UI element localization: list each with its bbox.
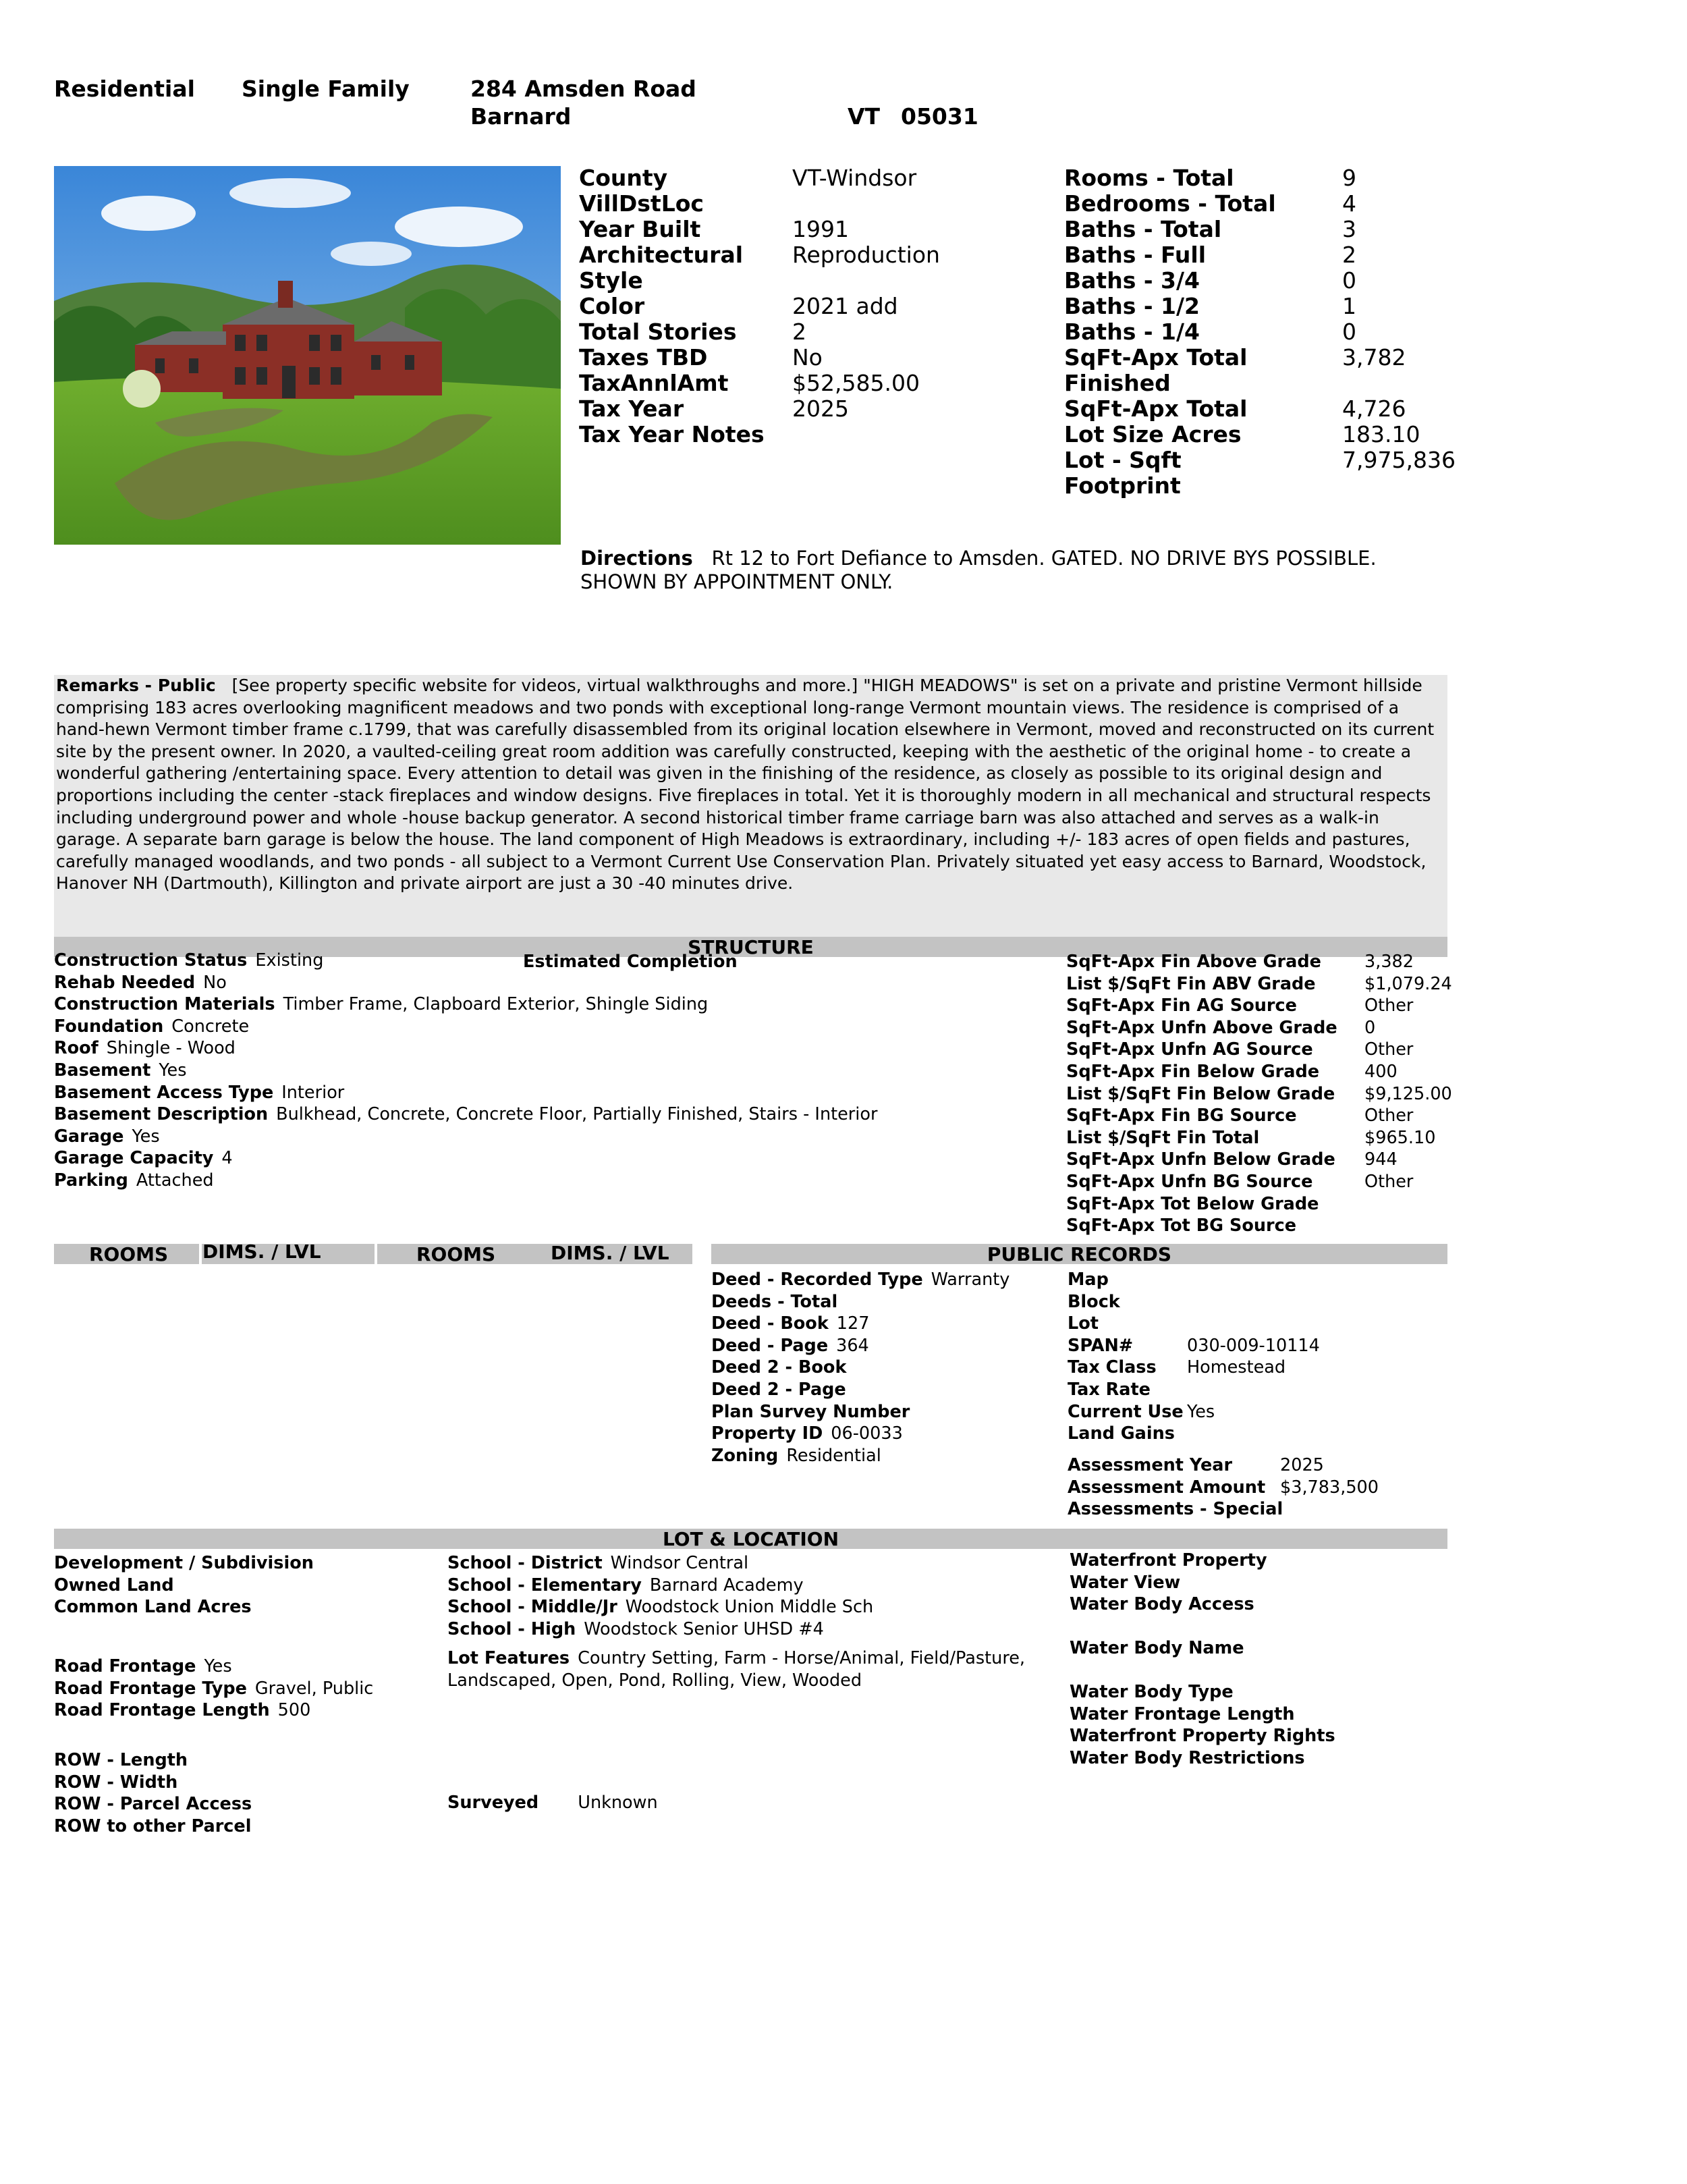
road-frontage-row	[54, 1656, 373, 1678]
row-to-other-parcel-row	[54, 1816, 260, 1838]
total-stories-label: Total Stories	[579, 319, 737, 345]
bedrooms-total-label: Bedrooms - Total	[1064, 190, 1276, 217]
color-label: Color	[579, 293, 645, 319]
common-land-acres-label: Common Land Acres	[54, 1597, 252, 1618]
sqft-apx-fin-bg-source-value: Other	[1364, 1105, 1414, 1126]
deed-recorded-type-label: Deed - Recorded Type	[711, 1270, 923, 1290]
total-stories-value: 2	[792, 319, 806, 345]
deed-2-book-row	[711, 1357, 1010, 1379]
lot-location-col1b	[54, 1656, 373, 1722]
construction-status-label: Construction Status	[54, 950, 248, 971]
baths-1-2-value: 1	[1342, 293, 1356, 319]
row-to-other-parcel-label: ROW to other Parcel	[54, 1816, 252, 1836]
school-middle-jr-row	[447, 1596, 873, 1618]
list-sqft-fin-abv-grade-label: List $/SqFt Fin ABV Grade	[1066, 973, 1316, 994]
tax-year-value: 2025	[792, 395, 849, 422]
road-frontage-type-value: Gravel, Public	[254, 1678, 374, 1699]
sqft-apx-unfn-below-grade-value: 944	[1364, 1149, 1398, 1170]
lot-size-acres-label: Lot Size Acres	[1064, 421, 1242, 447]
row-width-row	[54, 1772, 260, 1794]
road-frontage-length-row	[54, 1699, 373, 1722]
rooms-total-value: 9	[1342, 165, 1356, 191]
sqft-apx-tot-below-grade-label: SqFt-Apx Tot Below Grade	[1066, 1193, 1319, 1214]
basement-access-type-label: Basement Access Type	[54, 1082, 274, 1103]
rehab-needed-label: Rehab Needed	[54, 972, 196, 993]
lot-features-line1: Country Setting, Farm - Horse/Animal, Field/Pasture,	[578, 1648, 1026, 1668]
common-land-acres-row	[54, 1596, 322, 1618]
basement-value: Yes	[159, 1060, 187, 1081]
year-built-value: 1991	[792, 216, 849, 242]
land-gains-value	[1187, 1423, 1389, 1445]
property-id-value: 06-0033	[831, 1423, 903, 1444]
estimated-completion-label: Estimated Completion	[523, 952, 738, 972]
roof-value: Shingle - Wood	[106, 1038, 236, 1059]
lot-location-col1c	[54, 1749, 260, 1837]
rehab-needed-row	[54, 972, 877, 994]
sqft-apx-total-finished-label: SqFt-Apx Total Finished	[1064, 344, 1248, 396]
room-info-grid	[1064, 165, 1491, 499]
lot-features	[447, 1647, 1025, 1691]
foundation-row	[54, 1016, 877, 1038]
tax-year-label: Tax Year	[579, 395, 684, 422]
assessments-special-value	[1280, 1498, 1483, 1521]
owned-land-label: Owned Land	[54, 1575, 174, 1595]
block-label: Block	[1068, 1291, 1120, 1312]
remarks-text: [See property specific website for videos, virtual walkthroughs and more.] "HIGH MEADOWS" is set on a private and pristine Vermont hillside comprising 183 acres overlooking magnificent meadows and two ponds with exceptional long-range Vermont mountain views. The residence is comprised of a hand-hewn Vermont timber frame c.1799, that was carefully disassembled from its original location elsewhere in Vermont, moved and reconstructed on its current site by the present owner. In 2020, a vaulted-ceiling great room addition was carefully constructed, keeping with the aesthetic of the original home - to create a wonderful gathering /entertaining space. Every attention to detail was given in the finishing of the residence, as closely as possible to its original design and proportions including the center -stack fireplaces and window designs. Five fireplaces in total. Yet it is thoroughly modern in all mechanical and structural respects including underground power and whole -house backup generator. A second historical timber frame carriage barn was also attached and serves as a walk-in garage. A separate barn garage is below the house. The land component of High Meadows is extraordinary, including +/- 183 acres of open fields and pastures, carefully managed woodlands, and two ponds - all subject to a Vermont Current Use Conservation Plan. Privately situated yet easy access to Barnard, Woodstock, Hanover NH (Dartmouth), Killington and private airport are just a 30 -40 minutes drive.	[56, 676, 1435, 894]
remarks-label: Remarks - Public	[56, 676, 216, 695]
year-built-label: Year Built	[579, 216, 701, 242]
street-address: 284 Amsden Road	[470, 76, 696, 102]
footprint-value	[1342, 473, 1491, 499]
zoning-label: Zoning	[711, 1445, 779, 1466]
row-width-label: ROW - Width	[54, 1772, 178, 1793]
span-value: 030-009-10114	[1187, 1335, 1320, 1356]
foundation-label: Foundation	[54, 1016, 164, 1037]
school-high-row	[447, 1618, 873, 1641]
rooms-divider	[199, 1244, 202, 1264]
construction-materials-label: Construction Materials	[54, 994, 275, 1015]
water-list-b	[1070, 1637, 1244, 1660]
garage-label: Garage	[54, 1126, 124, 1147]
taxes-tbd-value: No	[792, 344, 823, 371]
city: Barnard	[470, 103, 572, 130]
basement-access-type-row	[54, 1082, 877, 1104]
tax-class-label: Tax Class	[1068, 1357, 1157, 1378]
construction-status-row	[54, 950, 877, 972]
deeds-total-row	[711, 1291, 1010, 1313]
assessment-amount-value: $3,783,500	[1280, 1477, 1379, 1498]
dims-col1: DIMS. / LVL	[202, 1240, 321, 1263]
road-frontage-value: Yes	[204, 1656, 232, 1676]
school-middle-jr-value: Woodstock Union Middle Sch	[625, 1597, 874, 1618]
assessment-year-value: 2025	[1280, 1455, 1324, 1475]
taxes-tbd-label: Taxes TBD	[579, 344, 708, 371]
school-district-value: Windsor Central	[610, 1553, 749, 1573]
row-length-row	[54, 1749, 260, 1772]
list-sqft-fin-below-grade-value: $9,125.00	[1364, 1083, 1452, 1104]
waterfront-property-rights-label: Waterfront Property Rights	[1070, 1726, 1335, 1747]
basement-label: Basement	[54, 1060, 151, 1081]
list-sqft-fin-abv-grade-value: $1,079.24	[1364, 973, 1452, 994]
plan-survey-number-row	[711, 1401, 1010, 1423]
sqft-apx-tot-bg-source-value	[1364, 1215, 1499, 1237]
county-label: County	[579, 165, 668, 191]
tax-rate-label: Tax Rate	[1068, 1379, 1151, 1400]
sqft-apx-unfn-bg-source-value: Other	[1364, 1171, 1414, 1192]
water-list-c	[1070, 1681, 1335, 1769]
directions-label: Directions	[580, 547, 693, 570]
county-value: VT-Windsor	[792, 165, 917, 191]
sqft-apx-unfn-below-grade-label: SqFt-Apx Unfn Below Grade	[1066, 1149, 1335, 1170]
map-label: Map	[1068, 1270, 1109, 1290]
school-district-row	[447, 1552, 873, 1575]
owned-land-row	[54, 1575, 322, 1597]
road-frontage-length-value: 500	[277, 1700, 311, 1721]
assessment-year-label: Assessment Year	[1068, 1455, 1233, 1475]
structure-header: STRUCTURE	[54, 937, 1447, 957]
rehab-needed-value: No	[203, 972, 227, 993]
zoning-value: Residential	[786, 1445, 881, 1466]
rooms-total-label: Rooms - Total	[1064, 165, 1234, 191]
span-label: SPAN#	[1068, 1335, 1134, 1356]
lot-size-acres-value: 183.10	[1342, 421, 1420, 447]
school-district-label: School - District	[447, 1553, 603, 1573]
parking-value: Attached	[136, 1170, 214, 1191]
deed-page-value: 364	[836, 1335, 869, 1356]
development-subdivision-row	[54, 1552, 322, 1575]
baths-3-4-value: 0	[1342, 267, 1356, 294]
construction-materials-row	[54, 993, 877, 1016]
public-records-header: PUBLIC RECORDS	[711, 1244, 1447, 1264]
taxannlamt-value: $52,585.00	[792, 370, 920, 396]
construction-materials-value: Timber Frame, Clapboard Exterior, Shingle Siding	[283, 994, 709, 1015]
roof-row	[54, 1037, 877, 1060]
deed-book-row	[711, 1313, 1010, 1335]
sqft-apx-unfn-above-grade-label: SqFt-Apx Unfn Above Grade	[1066, 1017, 1337, 1038]
public-records-right-list	[1068, 1269, 1389, 1445]
water-body-restrictions-label: Water Body Restrictions	[1070, 1747, 1305, 1768]
lot-label: Lot	[1068, 1313, 1099, 1334]
directions-text: Rt 12 to Fort Defiance to Amsden. GATED. NO DRIVE BYS POSSIBLE. SHOWN BY APPOINTMENT ONLY.	[580, 547, 1377, 593]
tax-year-notes-label: Tax Year Notes	[579, 421, 765, 447]
basement-description-value: Bulkhead, Concrete, Concrete Floor, Partially Finished, Stairs - Interior	[276, 1104, 878, 1125]
lot-features-line2: Landscaped, Open, Pond, Rolling, View, Wooded	[447, 1670, 862, 1691]
school-elementary-value: Barnard Academy	[649, 1575, 804, 1595]
water-frontage-length-label: Water Frontage Length	[1070, 1703, 1295, 1724]
deed-book-value: 127	[836, 1313, 870, 1334]
assessment-list	[1068, 1454, 1483, 1521]
sqft-apx-total-value: 4,726	[1342, 395, 1406, 422]
lot-location-header: LOT & LOCATION	[54, 1529, 1447, 1549]
surveyed	[447, 1793, 658, 1813]
baths-full-label: Baths - Full	[1064, 242, 1207, 268]
property-info-grid	[579, 165, 1049, 447]
development-subdivision-label: Development / Subdivision	[54, 1553, 314, 1573]
block-value	[1187, 1291, 1389, 1313]
water-body-type-label: Water Body Type	[1070, 1682, 1234, 1702]
garage-capacity-value: 4	[221, 1148, 233, 1169]
zip: 05031	[901, 103, 978, 130]
list-sqft-fin-total-value: $965.10	[1364, 1127, 1436, 1148]
structure-right-list	[1066, 951, 1499, 1237]
sqft-apx-total-finished-value: 3,782	[1342, 344, 1406, 371]
tax-rate-value	[1187, 1379, 1389, 1401]
garage-capacity-label: Garage Capacity	[54, 1148, 214, 1169]
garage-value: Yes	[132, 1126, 160, 1147]
state: VT	[848, 103, 881, 130]
footprint-label: Footprint	[1064, 472, 1181, 499]
current-use-value: Yes	[1187, 1401, 1215, 1422]
sqft-apx-unfn-ag-source-value: Other	[1364, 1039, 1414, 1060]
water-view-label: Water View	[1070, 1572, 1181, 1593]
baths-1-4-label: Baths - 1/4	[1064, 319, 1200, 345]
sqft-apx-tot-bg-source-label: SqFt-Apx Tot BG Source	[1066, 1216, 1296, 1236]
architectural-style-label: Architectural Style	[579, 242, 744, 294]
assessments-special-label: Assessments - Special	[1068, 1499, 1283, 1520]
sqft-apx-unfn-above-grade-value: 0	[1364, 1017, 1376, 1038]
sqft-apx-unfn-ag-source-label: SqFt-Apx Unfn AG Source	[1066, 1039, 1313, 1060]
water-list-a	[1070, 1550, 1267, 1616]
basement-description-row	[54, 1103, 877, 1126]
zoning-row	[711, 1445, 1010, 1467]
color-value: 2021 add	[792, 293, 898, 319]
lot-sqft-label: Lot - Sqft	[1064, 447, 1182, 473]
lot-value	[1187, 1313, 1389, 1335]
basement-description-label: Basement Description	[54, 1104, 269, 1125]
property-photo	[54, 166, 561, 545]
basement-access-type-value: Interior	[281, 1082, 345, 1103]
roof-label: Roof	[54, 1038, 99, 1059]
sqft-apx-fin-above-grade-value: 3,382	[1364, 952, 1414, 972]
deed-page-label: Deed - Page	[711, 1335, 829, 1356]
road-frontage-label: Road Frontage	[54, 1656, 196, 1676]
school-high-label: School - High	[447, 1618, 576, 1639]
villdstloc-value	[792, 191, 1049, 217]
baths-total-label: Baths - Total	[1064, 216, 1222, 242]
waterfront-property-label: Waterfront Property	[1070, 1550, 1267, 1571]
deed-2-page-label: Deed 2 - Page	[711, 1379, 846, 1400]
lot-features-label: Lot Features	[447, 1648, 570, 1668]
deeds-total-label: Deeds - Total	[711, 1291, 838, 1312]
listing-category: Residential	[54, 76, 195, 102]
road-frontage-length-label: Road Frontage Length	[54, 1700, 270, 1721]
water-body-name-label: Water Body Name	[1070, 1638, 1244, 1658]
deed-2-page-row	[711, 1379, 1010, 1401]
baths-3-4-label: Baths - 3/4	[1064, 267, 1200, 294]
sqft-apx-tot-below-grade-value	[1364, 1193, 1499, 1216]
deed-recorded-type-value: Warranty	[931, 1270, 1010, 1290]
deed-recorded-type-row	[711, 1269, 1010, 1291]
architectural-style-value: Reproduction	[792, 242, 940, 268]
taxannlamt-label: TaxAnnlAmt	[579, 370, 729, 396]
basement-row	[54, 1060, 877, 1082]
structure-left-list	[54, 950, 877, 1192]
school-elementary-label: School - Elementary	[447, 1575, 642, 1595]
list-sqft-fin-total-label: List $/SqFt Fin Total	[1066, 1127, 1260, 1148]
school-high-value: Woodstock Senior UHSD #4	[584, 1618, 824, 1639]
school-list	[447, 1552, 873, 1640]
row-length-label: ROW - Length	[54, 1750, 188, 1770]
sqft-apx-fin-bg-source-label: SqFt-Apx Fin BG Source	[1066, 1105, 1297, 1126]
construction-status-value: Existing	[255, 950, 324, 971]
lot-sqft-value: 7,975,836	[1342, 447, 1456, 473]
foundation-value: Concrete	[171, 1016, 250, 1037]
sqft-apx-fin-above-grade-label: SqFt-Apx Fin Above Grade	[1066, 952, 1321, 972]
baths-full-value: 2	[1342, 242, 1356, 268]
rooms-col1: ROOMS	[89, 1243, 169, 1265]
public-records-left-list	[711, 1269, 1010, 1467]
plan-survey-number-label: Plan Survey Number	[711, 1401, 910, 1422]
parking-label: Parking	[54, 1170, 128, 1191]
sqft-apx-fin-ag-source-label: SqFt-Apx Fin AG Source	[1066, 995, 1297, 1016]
surveyed-label: Surveyed	[447, 1793, 539, 1813]
tax-class-value: Homestead	[1187, 1357, 1286, 1378]
listing-type: Single Family	[242, 76, 410, 102]
land-gains-label: Land Gains	[1068, 1423, 1175, 1444]
assessment-amount-label: Assessment Amount	[1068, 1477, 1266, 1498]
sqft-apx-fin-below-grade-value: 400	[1364, 1061, 1398, 1082]
garage-row	[54, 1126, 877, 1148]
water-body-access-label: Water Body Access	[1070, 1594, 1254, 1615]
school-elementary-row	[447, 1575, 873, 1597]
row-parcel-access-row	[54, 1793, 260, 1816]
deed-2-book-label: Deed 2 - Book	[711, 1357, 847, 1378]
sqft-apx-total-label: SqFt-Apx Total	[1064, 395, 1248, 422]
remarks-box	[54, 675, 1447, 938]
sqft-apx-unfn-bg-source-label: SqFt-Apx Unfn BG Source	[1066, 1171, 1313, 1192]
property-id-row	[711, 1423, 1010, 1445]
rooms-divider	[375, 1244, 377, 1264]
property-id-label: Property ID	[711, 1423, 823, 1444]
deed-page-row	[711, 1335, 1010, 1357]
tax-year-notes-value	[792, 422, 1049, 447]
road-frontage-type-label: Road Frontage Type	[54, 1678, 247, 1699]
road-frontage-type-row	[54, 1678, 373, 1700]
surveyed-value: Unknown	[578, 1793, 658, 1813]
map-value	[1187, 1269, 1389, 1291]
row-parcel-access-label: ROW - Parcel Access	[54, 1794, 252, 1815]
list-sqft-fin-below-grade-label: List $/SqFt Fin Below Grade	[1066, 1083, 1335, 1104]
parking-row	[54, 1170, 877, 1192]
baths-1-4-value: 0	[1342, 319, 1356, 345]
bedrooms-total-value: 4	[1342, 190, 1356, 217]
deed-book-label: Deed - Book	[711, 1313, 829, 1334]
directions	[580, 547, 1417, 594]
villdstloc-label: VillDstLoc	[579, 190, 704, 217]
rooms-col2: ROOMS	[416, 1243, 496, 1265]
baths-1-2-label: Baths - 1/2	[1064, 293, 1200, 319]
baths-total-value: 3	[1342, 216, 1356, 242]
school-middle-jr-label: School - Middle/Jr	[447, 1597, 617, 1618]
current-use-label: Current Use	[1068, 1401, 1184, 1422]
garage-capacity-row	[54, 1147, 877, 1170]
sqft-apx-fin-ag-source-value: Other	[1364, 995, 1414, 1016]
sqft-apx-fin-below-grade-label: SqFt-Apx Fin Below Grade	[1066, 1061, 1320, 1082]
lot-location-col1a	[54, 1552, 322, 1618]
dims-col2: DIMS. / LVL	[551, 1242, 669, 1264]
